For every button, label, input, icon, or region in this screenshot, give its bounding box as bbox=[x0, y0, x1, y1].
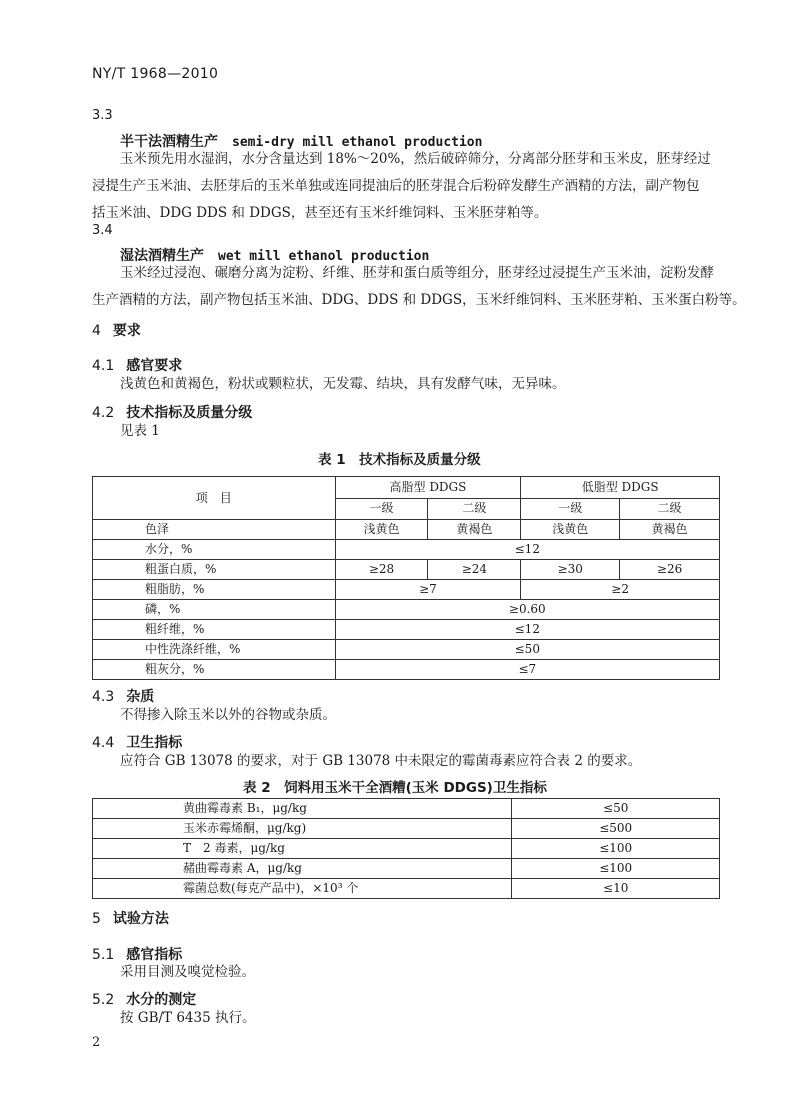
table-1-header-low-fat: 低脂型 DDGS bbox=[521, 477, 720, 499]
table-1 bbox=[92, 476, 720, 680]
cell: 浅黄色 bbox=[335, 520, 428, 540]
row-label: 水分，% bbox=[93, 540, 336, 560]
cell: ≥26 bbox=[620, 560, 720, 580]
clause-number: 4.3 bbox=[92, 689, 115, 705]
table-row bbox=[93, 540, 720, 560]
cell: ≤100 bbox=[512, 859, 720, 879]
table-1-caption: 表 1 技术指标及质量分级 bbox=[318, 452, 481, 468]
clause-3-3-line-2: 浸提生产玉米油、去胚芽后的玉米单独或连同提油后的胚芽混合后粉碎发酵生产酒精的方法，副产物包 bbox=[92, 178, 700, 194]
section-4-heading bbox=[92, 320, 141, 340]
clause-title: 技术指标及质量分级 bbox=[126, 405, 253, 421]
table-row bbox=[93, 660, 720, 680]
cell: 浅黄色 bbox=[521, 520, 620, 540]
cell: ≤12 bbox=[335, 620, 719, 640]
table-1-header-item: 项 目 bbox=[93, 477, 336, 520]
table-1-header-high-fat: 高脂型 DDGS bbox=[335, 477, 521, 499]
clause-3-3-number: 3.3 bbox=[92, 108, 113, 123]
section-title: 试验方法 bbox=[112, 911, 169, 927]
section-number: 5 bbox=[92, 911, 101, 927]
table-row bbox=[93, 859, 720, 879]
row-label: 磷，% bbox=[93, 600, 336, 620]
section-title: 要求 bbox=[112, 323, 141, 339]
table-1-header-grade: 一级 bbox=[335, 498, 428, 520]
table-row bbox=[93, 620, 720, 640]
row-label: 中性洗涤纤维，% bbox=[93, 640, 336, 660]
clause-4-2-heading bbox=[92, 402, 252, 422]
clause-5-1-text: 采用目测及嗅觉检验。 bbox=[120, 964, 255, 980]
clause-number: 4.2 bbox=[92, 405, 115, 421]
table-row bbox=[93, 560, 720, 580]
term-en: semi-dry mill ethanol production bbox=[232, 135, 483, 150]
clause-4-2-text: 见表 1 bbox=[120, 423, 160, 439]
row-label: 赭曲霉毒素 A，μg/kg bbox=[93, 859, 512, 879]
table-1-header-grade: 二级 bbox=[620, 498, 720, 520]
term-zh: 半干法酒精生产 bbox=[120, 134, 218, 150]
clause-number: 4.1 bbox=[92, 358, 115, 374]
table-1-header-grade: 二级 bbox=[428, 498, 521, 520]
clause-3-3-line-1: 玉米预先用水湿润，水分含量达到 18%～20%，然后破碎筛分，分离部分胚芽和玉米皮，胚芽经过 bbox=[120, 151, 711, 167]
row-label: 霉菌总数(每克产品中)，×10³ 个 bbox=[93, 879, 512, 899]
row-label: 粗纤维，% bbox=[93, 620, 336, 640]
clause-number: 5.2 bbox=[92, 992, 115, 1008]
table-1-header-grade: 一级 bbox=[521, 498, 620, 520]
section-number: 4 bbox=[92, 323, 101, 339]
clause-3-3-line-3: 括玉米油、DDG DDS 和 DDGS，甚至还有玉米纤维饲料、玉米胚芽粕等。 bbox=[92, 205, 548, 221]
cell: ≤50 bbox=[512, 799, 720, 819]
clause-3-4-number: 3.4 bbox=[92, 223, 113, 238]
cell: ≥7 bbox=[335, 580, 521, 600]
cell: ≤7 bbox=[335, 660, 719, 680]
cell: ≤50 bbox=[335, 640, 719, 660]
table-2-caption: 表 2 饲料用玉米干全酒糟(玉米 DDGS)卫生指标 bbox=[243, 780, 547, 796]
row-label: 黄曲霉毒素 B₁，μg/kg bbox=[93, 799, 512, 819]
cell: ≥28 bbox=[335, 560, 428, 580]
row-label: 玉米赤霉烯酮，μg/kg) bbox=[93, 819, 512, 839]
cell: ≤12 bbox=[335, 540, 719, 560]
page-number: 2 bbox=[92, 1035, 101, 1050]
cell: ≥2 bbox=[521, 580, 720, 600]
table-row bbox=[93, 839, 720, 859]
table-row bbox=[93, 580, 720, 600]
clause-number: 5.1 bbox=[92, 947, 115, 963]
table-row bbox=[93, 879, 720, 899]
cell: ≥30 bbox=[521, 560, 620, 580]
clause-3-4-line-1: 玉米经过浸泡、碾磨分离为淀粉、纤维、胚芽和蛋白质等组分，胚芽经过浸提生产玉米油，淀粉发酵 bbox=[120, 265, 714, 281]
clause-title: 水分的测定 bbox=[126, 992, 197, 1008]
table-row bbox=[93, 640, 720, 660]
row-label: 色泽 bbox=[93, 520, 336, 540]
cell: ≤10 bbox=[512, 879, 720, 899]
clause-title: 感官指标 bbox=[126, 947, 183, 963]
table-2 bbox=[92, 798, 720, 899]
clause-4-4-text: 应符合 GB 13078 的要求，对于 GB 13078 中未限定的霉菌毒素应符合表 2 的要求。 bbox=[120, 753, 642, 769]
cell: ≥24 bbox=[428, 560, 521, 580]
clause-title: 杂质 bbox=[126, 689, 155, 705]
cell: ≥0.60 bbox=[335, 600, 719, 620]
cell: 黄褐色 bbox=[428, 520, 521, 540]
cell: ≤100 bbox=[512, 839, 720, 859]
row-label: 粗灰分，% bbox=[93, 660, 336, 680]
row-label: T 2 毒素，μg/kg bbox=[93, 839, 512, 859]
table-row bbox=[93, 520, 720, 540]
clause-number: 4.4 bbox=[92, 735, 115, 751]
clause-title: 感官要求 bbox=[126, 358, 183, 374]
clause-title: 卫生指标 bbox=[126, 735, 183, 751]
clause-4-1-text: 浅黄色和黄褐色，粉状或颗粒状，无发霉、结块，具有发酵气味，无异味。 bbox=[120, 376, 566, 392]
table-row bbox=[93, 799, 720, 819]
table-row bbox=[93, 819, 720, 839]
table-row bbox=[93, 600, 720, 620]
clause-4-3-text: 不得掺入除玉米以外的谷物或杂质。 bbox=[120, 707, 336, 723]
term-en: wet mill ethanol production bbox=[218, 249, 430, 264]
cell: 黄褐色 bbox=[620, 520, 720, 540]
clause-5-2-text: 按 GB/T 6435 执行。 bbox=[120, 1010, 256, 1026]
term-zh: 湿法酒精生产 bbox=[120, 248, 204, 264]
row-label: 粗蛋白质，% bbox=[93, 560, 336, 580]
standard-code: NY/T 1968—2010 bbox=[92, 66, 219, 82]
cell: ≤500 bbox=[512, 819, 720, 839]
row-label: 粗脂肪，% bbox=[93, 580, 336, 600]
clause-3-4-line-2: 生产酒精的方法，副产物包括玉米油、DDG、DDS 和 DDGS，玉米纤维饲料、玉米胚芽粕、玉米蛋白粉等。 bbox=[92, 292, 746, 308]
section-5-heading bbox=[92, 908, 169, 928]
